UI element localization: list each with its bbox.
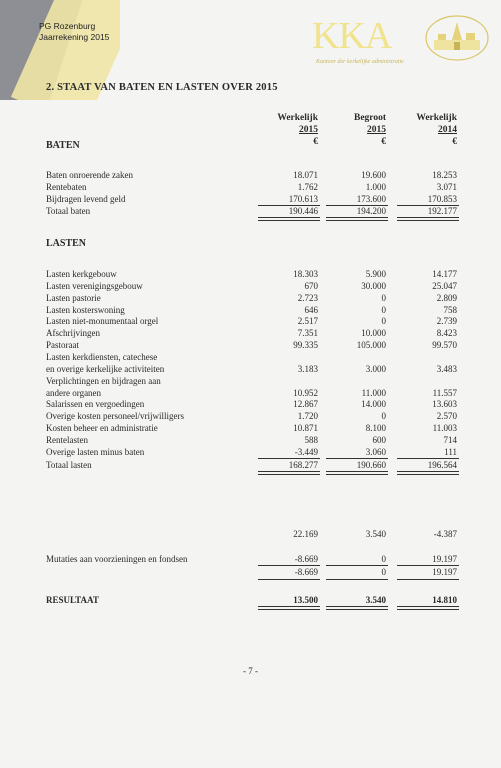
row-value: 3.000 bbox=[365, 363, 386, 374]
row-value: 600 bbox=[372, 434, 386, 445]
row-value: 2.570 bbox=[436, 411, 457, 422]
row-value: 30.000 bbox=[361, 280, 386, 291]
row-label: Totaal baten bbox=[46, 206, 91, 217]
row-value: 646 bbox=[304, 304, 318, 315]
row-value: 190.660 bbox=[356, 459, 386, 470]
row-value: 0 bbox=[381, 316, 386, 327]
table-row bbox=[46, 363, 456, 375]
row-value: 588 bbox=[304, 434, 318, 445]
row-value: 714 bbox=[443, 434, 457, 445]
row-label: Overige lasten minus baten bbox=[46, 446, 145, 457]
row-value: 99.570 bbox=[432, 340, 457, 351]
table-rule bbox=[258, 606, 320, 610]
row-label: Mutaties aan voorzieningen en fondsen bbox=[46, 554, 188, 564]
row-value: 190.446 bbox=[288, 206, 318, 217]
row-value: -8.669 bbox=[294, 567, 318, 577]
row-value: 3.483 bbox=[436, 363, 457, 374]
page-title: 2. STAAT VAN BATEN EN LASTEN OVER 2015 bbox=[46, 82, 278, 93]
row-value: -3.449 bbox=[294, 446, 318, 457]
row-value: 168.277 bbox=[288, 459, 318, 470]
row-label: Lasten kerkgebouw bbox=[46, 269, 117, 279]
table-rule bbox=[258, 579, 320, 580]
row-value: 14.810 bbox=[432, 595, 457, 605]
table-row bbox=[46, 566, 456, 578]
row-value: 19.197 bbox=[432, 554, 457, 564]
column-currency: € bbox=[452, 137, 457, 147]
column-year: 2015 bbox=[367, 125, 386, 135]
row-value: 10.871 bbox=[293, 423, 318, 434]
column-header bbox=[316, 112, 386, 148]
row-value: 111 bbox=[444, 446, 457, 457]
row-label: Totaal lasten bbox=[46, 459, 92, 470]
row-value: 173.600 bbox=[356, 193, 386, 204]
row-label: andere organen bbox=[46, 387, 102, 398]
table-rule bbox=[397, 606, 459, 610]
row-value: 7.351 bbox=[297, 328, 318, 339]
row-label: Verplichtingen en bijdragen aan bbox=[46, 375, 161, 386]
row-value: 0 bbox=[381, 304, 386, 315]
row-value: 22.169 bbox=[293, 529, 318, 539]
table-row bbox=[46, 169, 456, 181]
table-row bbox=[46, 351, 456, 363]
row-label: Rentelasten bbox=[46, 434, 88, 445]
org-name: PG Rozenburg bbox=[39, 21, 96, 31]
row-value: 19.197 bbox=[432, 567, 457, 577]
row-label: RESULTAAT bbox=[46, 595, 99, 605]
table-rule bbox=[326, 579, 388, 580]
table-row bbox=[46, 315, 456, 327]
column-year: 2014 bbox=[438, 125, 457, 135]
row-value: 0 bbox=[381, 411, 386, 422]
row-value: 2.739 bbox=[436, 316, 457, 327]
row-value: 670 bbox=[304, 280, 318, 291]
table-row bbox=[46, 205, 456, 217]
row-value: 1.000 bbox=[365, 181, 386, 192]
table-row bbox=[46, 375, 456, 387]
row-value: 11.003 bbox=[432, 423, 457, 434]
row-value: 18.253 bbox=[432, 170, 457, 180]
row-value: 11.557 bbox=[432, 387, 457, 398]
row-label: Lasten niet-monumentaal orgel bbox=[46, 316, 159, 327]
row-label: Pastoraat bbox=[46, 340, 79, 351]
row-label: Overige kosten personeel/vrijwilligers bbox=[46, 411, 184, 422]
table-row bbox=[46, 304, 456, 316]
row-value: 0 bbox=[381, 554, 386, 564]
table-row bbox=[46, 280, 456, 292]
row-value: 1.762 bbox=[297, 181, 318, 192]
row-value: 0 bbox=[381, 292, 386, 303]
table-rule bbox=[258, 217, 320, 221]
row-label: Lasten verenigingsgebouw bbox=[46, 280, 143, 291]
row-value: 3.540 bbox=[365, 595, 386, 605]
table-row bbox=[46, 594, 456, 606]
row-value: 3.060 bbox=[365, 446, 386, 457]
row-value: 170.613 bbox=[288, 193, 318, 204]
row-value: 2.809 bbox=[436, 292, 457, 303]
row-value: 8.423 bbox=[436, 328, 457, 339]
row-label: Lasten pastorie bbox=[46, 292, 101, 303]
row-value: 13.603 bbox=[432, 399, 457, 410]
row-value: 2.517 bbox=[297, 316, 318, 327]
column-currency: € bbox=[381, 137, 386, 147]
row-value: -8.669 bbox=[294, 554, 318, 564]
table-row bbox=[46, 292, 456, 304]
table-rule bbox=[258, 471, 320, 475]
table-row bbox=[46, 193, 456, 205]
row-value: 19.600 bbox=[361, 170, 386, 180]
table-rule bbox=[397, 217, 459, 221]
row-value: 3.071 bbox=[436, 181, 457, 192]
row-value: 11.000 bbox=[361, 387, 386, 398]
section-heading: LASTEN bbox=[46, 238, 87, 249]
row-value: 105.000 bbox=[356, 340, 386, 351]
row-value: 3.540 bbox=[365, 529, 386, 539]
row-value: 99.335 bbox=[293, 340, 318, 351]
row-label: Bijdragen levend geld bbox=[46, 193, 126, 204]
row-value: 25.047 bbox=[432, 280, 457, 291]
table-row bbox=[46, 181, 456, 193]
row-label: Rentebaten bbox=[46, 181, 87, 192]
column-label: Begroot bbox=[353, 113, 386, 123]
row-value: 758 bbox=[443, 304, 457, 315]
table-row bbox=[46, 268, 456, 280]
column-year: 2015 bbox=[299, 125, 318, 135]
row-value: 13.500 bbox=[293, 595, 318, 605]
logo-text: KKA bbox=[312, 15, 392, 57]
row-value: 18.071 bbox=[293, 170, 318, 180]
table-rule bbox=[326, 606, 388, 610]
table-row bbox=[46, 528, 456, 540]
row-value: 3.183 bbox=[297, 363, 318, 374]
page-number: - 7 - bbox=[243, 666, 258, 676]
row-value: -4.387 bbox=[433, 529, 457, 539]
table-rule bbox=[326, 217, 388, 221]
table-rule bbox=[397, 471, 459, 475]
row-value: 170.853 bbox=[427, 193, 457, 204]
section-heading: BATEN bbox=[46, 140, 80, 151]
row-value: 18.303 bbox=[293, 269, 318, 279]
table-row bbox=[46, 339, 456, 351]
row-value: 10.000 bbox=[361, 328, 386, 339]
row-value: 0 bbox=[381, 567, 386, 577]
row-value: 192.177 bbox=[427, 206, 457, 217]
table-rule bbox=[397, 579, 459, 580]
column-label: Werkelijk bbox=[277, 113, 318, 123]
column-currency: € bbox=[313, 137, 318, 147]
table-row bbox=[46, 398, 456, 410]
row-label: Afschrijvingen bbox=[46, 328, 100, 339]
row-value: 194.200 bbox=[356, 206, 386, 217]
row-label: Salarissen en vergoedingen bbox=[46, 399, 145, 410]
table-row bbox=[46, 553, 456, 565]
row-value: 14.000 bbox=[361, 399, 386, 410]
doc-title: Jaarrekening 2015 bbox=[39, 32, 110, 42]
row-label: Baten onroerende zaken bbox=[46, 170, 133, 180]
row-value: 8.100 bbox=[365, 423, 386, 434]
row-value: 196.564 bbox=[427, 459, 457, 470]
row-value: 12.867 bbox=[293, 399, 318, 410]
logo-tagline: Kantoor der kerkelijke administratie bbox=[316, 59, 404, 65]
row-label: Kosten beheer en administratie bbox=[46, 423, 158, 434]
row-label: Lasten kerkdiensten, catechese bbox=[46, 351, 158, 362]
row-value: 1.720 bbox=[297, 411, 318, 422]
row-value: 5.900 bbox=[365, 269, 386, 279]
column-label: Werkelijk bbox=[416, 113, 457, 123]
table-row bbox=[46, 387, 456, 399]
table-row bbox=[46, 434, 456, 446]
row-value: 14.177 bbox=[432, 269, 457, 279]
table-row bbox=[46, 327, 456, 339]
column-header bbox=[387, 112, 457, 148]
row-label: en overige kerkelijke activiteiten bbox=[46, 363, 165, 374]
row-label: Lasten kosterswoning bbox=[46, 304, 125, 315]
table-row bbox=[46, 459, 456, 471]
column-header bbox=[248, 112, 318, 148]
table-row bbox=[46, 410, 456, 422]
table-rule bbox=[326, 471, 388, 475]
row-value: 2.723 bbox=[297, 292, 318, 303]
table-row bbox=[46, 446, 456, 458]
row-value: 10.952 bbox=[293, 387, 318, 398]
table-row bbox=[46, 422, 456, 434]
